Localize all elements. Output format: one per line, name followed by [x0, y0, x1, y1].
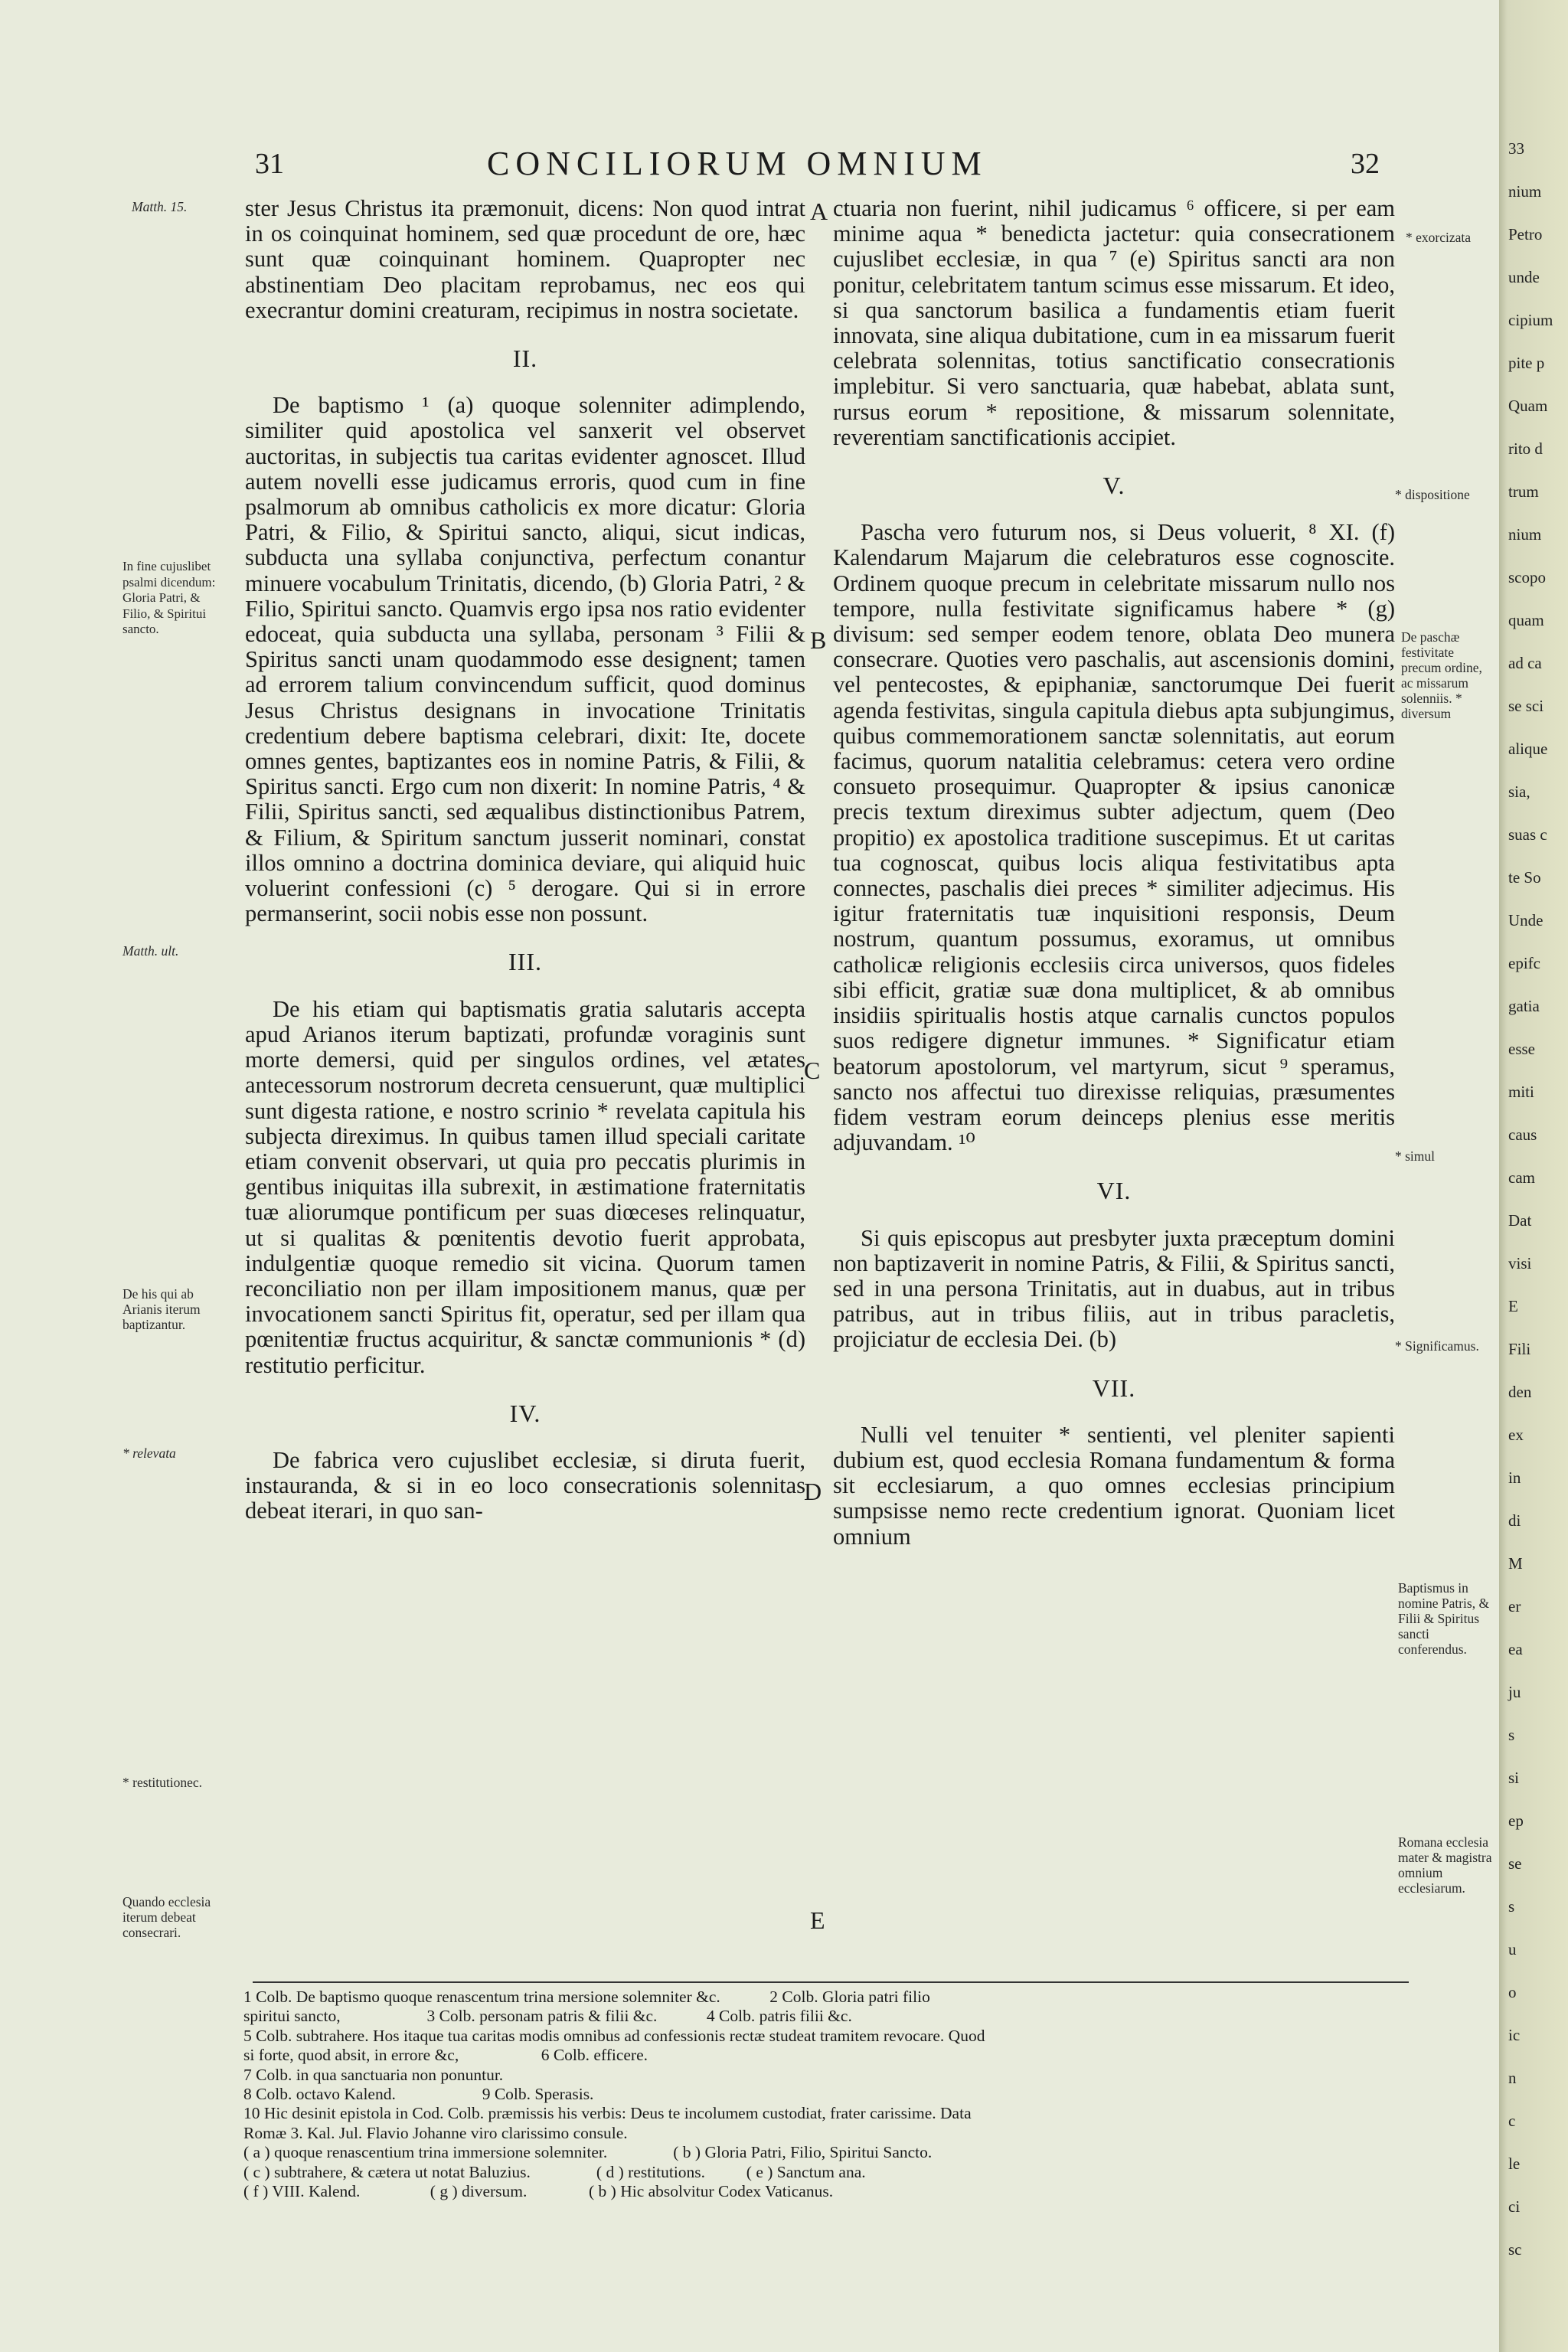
- gutter-text-fragment: sia,: [1508, 782, 1530, 801]
- section-letter: E: [810, 1906, 825, 1934]
- section-letter: D: [804, 1478, 822, 1505]
- paragraph: Si quis episcopus aut presbyter juxta præceptum domini non baptizaverit in nomine Patris, & Filii, & Spiritus sancti, sed in una persona Trinitatis, aut in duabus, aut in tribus patribus, aut in tribus filiis, aut in tribus paracletis, projiciatur de ecclesia Dei. (b): [833, 1224, 1395, 1353]
- margin-note-left: De his qui ab Arianis iterum baptizantur.: [122, 1286, 201, 1332]
- gutter-text-fragment: s: [1508, 1897, 1515, 1916]
- gutter-text-fragment: trum: [1508, 482, 1539, 501]
- section-heading: V.: [1102, 472, 1125, 500]
- running-title: CONCILIORUM OMNIUM: [487, 145, 988, 182]
- gutter-text-fragment: in: [1508, 1468, 1521, 1487]
- footnote-line: ( f ) VIII. Kalend. ( g ) diversum. ( b ) Hic absolvitur Codex Vaticanus.: [243, 2182, 834, 2201]
- margin-note-right: Baptismus in nomine Patris, & Filii & Spiritus sancti conferendus.: [1398, 1580, 1490, 1657]
- gutter-text-fragment: nium: [1508, 525, 1542, 544]
- gutter-text-fragment: ea: [1508, 1640, 1523, 1658]
- gutter-text-fragment: quam: [1508, 611, 1544, 629]
- gutter-text-fragment: visi: [1508, 1254, 1532, 1272]
- gutter-text-fragment: ci: [1508, 2197, 1521, 2216]
- section-heading: IV.: [509, 1399, 541, 1427]
- page-number-left: 31: [255, 148, 284, 180]
- paragraph: Pascha vero futurum nos, si Deus voluerit, ⁸ XI. (f) Kalendarum Majarum die celebraturos esse cognoscite. Ordinem quoque precum in celebritate missarum nullo nos tempore, nulla festivitate significamus habere * (g) divisum: sed semper eodem tenore, oblata Deo munera consecrare. Quoties vero paschalis, aut ascensionis domini, vel pentecostes, & epiphaniæ, sanctorumque Dei fuerit agenda festivitas, singula capitula diebus apta subjungimus, quibus commemorationem sanctæ solennitatis, aut eorum facimus, quorum natalitia celebramus: cetera vero ordine consueto prosequimur. Quapropter & ipsius canonicæ precis textum direximus subter adjectum, quem (Deo propitio) ex apostolica traditione suscepimus. Et ut caritas tua cognoscat, quibus locis aliqua festivitatibus apta connectes, paschalis diei preces * similiter adjecimus. His igitur fraternitatis tuæ inquisitioni responsis, Deum nostrum, quantum possumus, exoramus, ut omnibus catholicæ religionis ecclesiis circa universos, quos fideles sibi efficit, gratiæ suæ dona multiplicet, & ab omnibus insidiis spiritualis hostis atque carnalis cunctos populos suos redigere dignetur immunes. * Significatur etiam beatorum apostolorum, vel martyrum, sicut ⁹ speramus, sancto nos affectui tuo direxisse reliquias, præsumentes fidem vestram eorum deinceps plenius esse meritis adjuvandam. ¹⁰: [833, 519, 1395, 1156]
- gutter-text-fragment: s: [1508, 1726, 1515, 1744]
- gutter-text-fragment: ad ca: [1508, 654, 1542, 672]
- footnote-rule: [253, 1981, 1409, 1983]
- gutter-text-fragment: den: [1508, 1383, 1532, 1401]
- gutter-text-fragment: te So: [1508, 868, 1541, 887]
- gutter-text-fragment: sc: [1508, 2240, 1522, 2259]
- gutter-text-fragment: Petro: [1508, 225, 1543, 243]
- gutter-text-fragment: se: [1508, 1854, 1522, 1873]
- paragraph: De fabrica vero cujuslibet ecclesiæ, si diruta fuerit, instauranda, & si in eo loco consecrationis solennitas debeat iterari, in quo san-: [245, 1446, 805, 1524]
- gutter-text-fragment: o: [1508, 1983, 1517, 2001]
- footnote-line: si forte, quod absit, in errore &c, 6 Colb. efficere.: [243, 2046, 648, 2065]
- gutter-text-fragment: si: [1508, 1769, 1520, 1787]
- gutter-text-fragment: cipium: [1508, 311, 1553, 329]
- gutter-text-fragment: ju: [1508, 1683, 1521, 1701]
- section-letter: A: [810, 198, 828, 225]
- gutter-text-fragment: alique: [1508, 740, 1548, 758]
- gutter-text-fragment: E: [1508, 1297, 1518, 1315]
- margin-note-left: * restitutionec.: [122, 1775, 203, 1790]
- running-header: [0, 144, 1501, 198]
- footnote-line: 8 Colb. octavo Kalend. 9 Colb. Sperasis.: [243, 2085, 594, 2104]
- margin-note-right: * simul: [1395, 1148, 1436, 1164]
- section-heading: II.: [512, 345, 538, 373]
- footnote-line: 7 Colb. in qua sanctuaria non ponuntur.: [243, 2065, 504, 2084]
- paragraph: De his etiam qui baptismatis gratia salutaris accepta apud Arianos iterum baptizati, profundæ voraginis sunt morte demersi, quid per singulos ordines, vel ætates antecessorum nostrorum decreta censuerunt, quæ multiplici sunt digesta ratione, e nostro scrinio * revelata capitula his subjecta direximus. In quibus tamen illud speciali caritate etiam convenit observari, ut quia pro peccatis plurimis in gentibus iniquitas illa subrexit, in æstimatione fraternitatis tuæ aliorumque pontificum per suas diœceses relinquatur, ut si qualitas & pœnitentis devotio fuerit approbata, indulgentiæ quoque remedio sit vicina. Quorum tamen reconciliatio non per illam impositionem manus, quæ per invocationem sancti Spiritus fit, operatur, sed per illam qua pœnitentiæ fructus acquiritur, & sanctæ communionis * (d) restitutio perficitur.: [245, 995, 805, 1378]
- margin-note-right: * exorcizata: [1406, 230, 1472, 245]
- gutter-text-fragment: gatia: [1508, 997, 1540, 1015]
- gutter-text-fragment: cam: [1508, 1168, 1535, 1187]
- paragraph: ctuaria non fuerint, nihil judicamus ⁶ officere, si per eam minime aqua * benedicta jactetur: quia consecrationem cujuslibet ecclesiæ, in qua ⁷ (e) Spiritus sancti ara non ponitur, celebritatem tantum scimus esse missarum. Et ideo, si qua sanctorum basilica a fundamentis etiam fuerit innovata, sine aliqua dubitatione, cum in ea missarum fuerit celebrata solennitas, totius sanctificatio consecrationis implebitur. Si vero sanctuaria, quæ habebat, ablata sunt, rursus eorum * repositione, & missarum solennitate, reverentiam sanctificationis accipiet.: [833, 195, 1395, 450]
- footnote-line: 5 Colb. subtrahere. Hos itaque tua caritas modis omnibus ad confessionis rectæ studeat tramitem revocare. Quod: [243, 2026, 985, 2045]
- gutter-text-fragment: suas c: [1508, 825, 1547, 844]
- gutter-text-fragment: c: [1508, 2112, 1516, 2130]
- gutter-text-fragment: le: [1508, 2154, 1521, 2173]
- gutter-text-fragment: Unde: [1508, 911, 1544, 929]
- gutter-text-fragment: ic: [1508, 2026, 1521, 2044]
- left-text-column: [245, 196, 805, 1524]
- gutter-text-fragment: unde: [1508, 268, 1540, 286]
- gutter-text-fragment: rito d: [1508, 439, 1543, 458]
- gutter-text-fragment: caus: [1508, 1125, 1537, 1144]
- margin-note-left: * relevata: [122, 1446, 176, 1461]
- gutter-text-fragment: Fili: [1508, 1340, 1531, 1358]
- section-heading: VI.: [1096, 1177, 1132, 1205]
- gutter-text-fragment: 33: [1508, 139, 1524, 158]
- gutter-text-fragment: ep: [1508, 1811, 1524, 1830]
- margin-note-left: Quando ecclesia iterum debeat consecrari.: [122, 1894, 211, 1940]
- gutter-text-fragment: nium: [1508, 182, 1542, 201]
- footnote-line: ( a ) quoque renascentium trina immersione solemniter. ( b ) Gloria Patri, Filio, Spiritui Sancto.: [243, 2143, 933, 2162]
- paragraph: ster Jesus Christus ita præmonuit, dicens: Non quod intrat in os coinquinat hominem, sed quæ procedunt de ore, hæc sunt quæ coinquinant hominem. Quapropter nec abstinentiam Deo placitam reprobamus, nec eos qui execrantur domini creaturam, recipimus in nostra societate.: [245, 195, 805, 323]
- gutter-text-fragment: epifc: [1508, 954, 1540, 972]
- gutter-text-fragment: ex: [1508, 1426, 1524, 1444]
- margin-note-right: De paschæ festivitate precum ordine, ac missarum solenniis. * diversum: [1401, 629, 1482, 721]
- section-letter: C: [804, 1057, 821, 1084]
- gutter-text-fragment: se sci: [1508, 697, 1544, 715]
- margin-note-left: Matth. 15.: [132, 199, 188, 214]
- gutter-text-fragment: scopo: [1508, 568, 1546, 586]
- margin-note-right: * dispositione: [1395, 487, 1470, 502]
- section-heading: III.: [508, 948, 542, 976]
- section-heading: VII.: [1092, 1374, 1136, 1402]
- paragraph: De baptismo ¹ (a) quoque solenniter adimplendo, similiter quid apostolica vel sanxerit vel observet auctoritas, in subjectis tua caritas evidenter agnoscet. Illud autem novelli esse judicamus erroris, quod cum in fine psalmorum ab omnibus catholicis ex more dicatur: Gloria Patri, & Filio, & Spiritui sancto, aliqui, sicut indicas, subducta una syllaba conjunctiva, perfectum conantur minuere vocabulum Trinitatis, dicendo, (b) Gloria Patri, ² & Filio, Spiritui sancto. Quamvis ergo ipsa nos ratio evidenter edoceat, quia subducta una syllaba, personam ³ Filii & Spiritus sancti unam quodammodo esse designent; tamen ad errorem talium convincendum sufficit, quod dominus Jesus Christus designans in invocatione Trinitatis credentium debere baptisma celebrari, dixit: Ite, docete omnes gentes, baptizantes eos in nomine Patris, & Filii, & Spiritus sancti. Ergo cum non dixerit: In nomine Patris, ⁴ & Filii, Spiritus sancti, sed æqualibus distinctionibus Patrem, & Filium, & Spiritum sanctum jusserit nominari, constat illos omnino a doctrina dominica deviare, qui aliquid huic voluerint confessioni (c) ⁵ derogare. Qui si in errore permanserint, socii nobis esse non possunt.: [245, 392, 805, 927]
- gutter-text-fragment: Dat: [1508, 1211, 1532, 1230]
- footnote-line: 1 Colb. De baptismo quoque renascentum trina mersione solemniter &c. 2 Colb. Gloria patri filio: [243, 1988, 930, 2006]
- gutter-text-fragment: di: [1508, 1511, 1521, 1530]
- section-letter: B: [810, 626, 827, 654]
- gutter-text-fragment: n: [1508, 2069, 1517, 2087]
- gutter-text-fragment: miti: [1508, 1083, 1534, 1101]
- page-number-right: 32: [1351, 148, 1380, 180]
- footnote-line: ( c ) subtrahere, & cætera ut notat Baluzius. ( d ) restitutions. ( e ) Sanctum ana.: [243, 2162, 866, 2181]
- gutter-text-fragment: esse: [1508, 1040, 1535, 1058]
- margin-note-right: Romana ecclesia mater & magistra omnium ecclesiarum.: [1398, 1834, 1492, 1896]
- right-text-column: [833, 196, 1395, 1550]
- footnote-line: 10 Hic desinit epistola in Cod. Colb. præmissis his verbis: Deus te incolumem custodiat, frater carissime. Data: [243, 2104, 972, 2123]
- margin-note-right: * Significamus.: [1395, 1338, 1479, 1354]
- paragraph: Nulli vel tenuiter * sentienti, vel pleniter sapienti dubium est, quod ecclesia Romana fundamentum & forma sit ecclesiarum, a quo omnes ecclesias principium sumpsisse nemo recte credentium ignorat. Quoniam licet omnium: [833, 1421, 1395, 1550]
- footnote-line: Romæ 3. Kal. Jul. Flavio Johanne viro clarissimo consule.: [243, 2123, 628, 2142]
- footnote-line: spiritui sancto, 3 Colb. personam patris & filii &c. 4 Colb. patris filii &c.: [243, 2007, 852, 2026]
- footnotes: [243, 1988, 1438, 2201]
- gutter-text-fragment: M: [1508, 1554, 1523, 1573]
- gutter-text-fragment: er: [1508, 1597, 1521, 1615]
- margin-note-left: In fine cujuslibet psalmi dicendum: Gloria Patri, & Filio, & Spiritui sancto.: [122, 559, 216, 636]
- adjacent-page-edge: [1499, 0, 1568, 2352]
- gutter-text-fragment: pite p: [1508, 354, 1545, 372]
- gutter-text-fragment: u: [1508, 1940, 1517, 1958]
- gutter-text-fragment: Quam: [1508, 397, 1548, 415]
- margin-note-left: Matth. ult.: [122, 943, 179, 959]
